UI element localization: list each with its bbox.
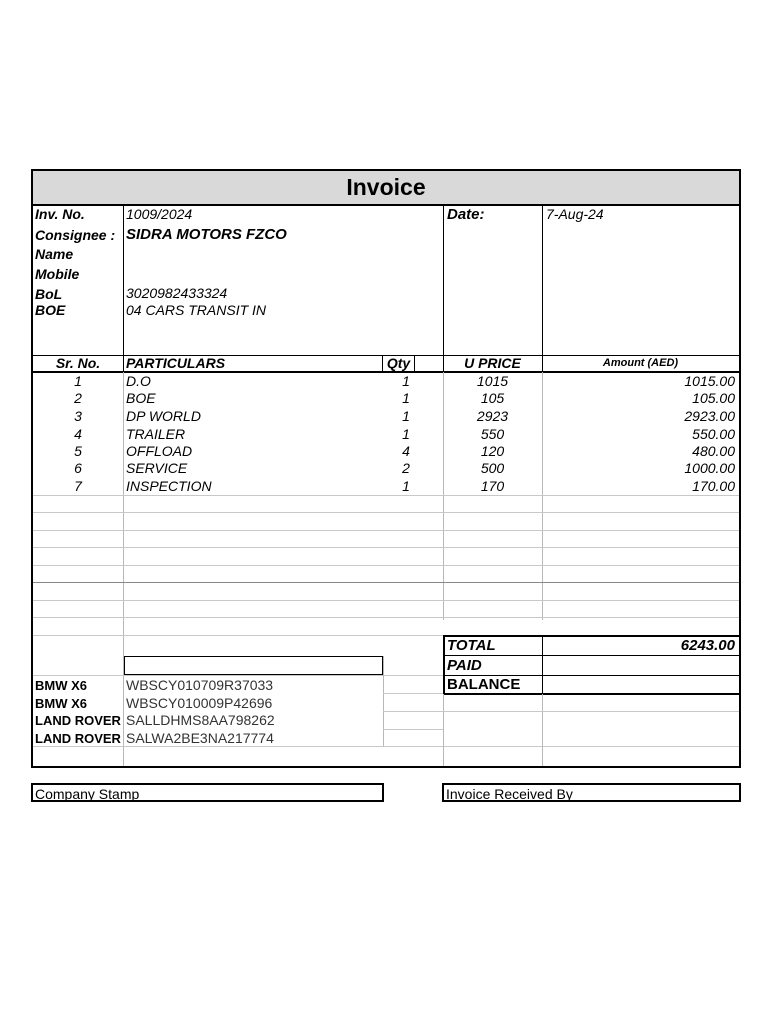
item-3-sr: 3 [74,408,82,424]
item-7-particular: INSPECTION [126,478,212,494]
item-7-sr: 7 [74,478,82,494]
total-label: TOTAL [447,637,496,654]
item-2-price: 105 [480,390,505,406]
item-2-qty: 1 [402,390,410,406]
row-rule [33,512,739,513]
paid-label: PAID [447,657,482,674]
row-rule [33,617,739,618]
row-rule [33,582,739,583]
row-rule [33,565,739,566]
vehicle-3-name: LAND ROVER [35,713,121,728]
col-line-qty-right [414,355,415,372]
mobile-label: Mobile [35,266,80,282]
item-5-sr: 5 [74,443,82,459]
vehicle-1-vin: WBSCY010709R37033 [126,677,274,693]
row-rule [33,675,443,676]
item-5-amount: 480.00 [692,443,735,459]
blank-input-box [124,656,383,675]
vehicle-3-vin: SALLDHMS8AA798262 [126,712,275,728]
vin-divider [383,656,384,746]
vehicle-4-vin: SALWA2BE3NA217774 [126,730,274,746]
col-line-qty-left [382,355,383,372]
item-6-price: 500 [480,460,505,476]
item-3-particular: DP WORLD [126,408,201,424]
item-4-sr: 4 [74,426,82,442]
row-rule [33,635,443,636]
item-4-amount: 550.00 [692,426,735,442]
name-label: Name [35,246,74,262]
item-1-particular: D.O [126,373,151,389]
vehicle-2-name: BMW X6 [35,696,87,711]
totals-divider-lower [542,694,543,766]
item-1-price: 1015 [476,373,509,389]
totals-divider [542,635,543,694]
item-3-price: 2923 [476,408,509,424]
item-4-price: 550 [480,426,505,442]
invoice-title: Invoice [33,171,739,206]
vin-rule [383,729,443,730]
item-1-qty: 1 [402,373,410,389]
item-1-sr: 1 [74,373,82,389]
item-6-particular: SERVICE [126,460,188,476]
consignee-label: Consignee : [35,227,116,243]
item-6-amount: 1000.00 [684,460,735,476]
inv-no-label: Inv. No. [35,206,85,222]
item-7-qty: 1 [402,478,410,494]
totals-rule [443,693,739,695]
col-particulars: PARTICULARS [126,355,226,371]
item-3-qty: 1 [402,408,410,424]
totals-rule [443,655,739,656]
row-rule [33,600,739,601]
col-qty: Qty [386,355,411,371]
item-1-amount: 1015.00 [684,373,735,389]
item-7-amount: 170.00 [692,478,735,494]
header-divider-mid [443,204,444,355]
date-value: 7-Aug-24 [546,206,604,222]
header-divider-right [542,204,543,355]
vehicle-4-name: LAND ROVER [35,731,121,746]
item-7-price: 170 [480,478,505,494]
header-divider-left [123,204,124,355]
col-sr-no: Sr. No. [55,355,101,371]
item-2-particular: BOE [126,390,156,406]
item-5-particular: OFFLOAD [126,443,193,459]
balance-label: BALANCE [447,676,521,693]
invoice-received-by-box: Invoice Received By [442,783,741,802]
boe-value: 04 CARS TRANSIT IN [126,302,267,318]
vin-rule [383,693,443,694]
vehicle-2-vin: WBSCY010009P42696 [126,695,273,711]
col-line-amount [542,355,543,372]
total-value: 6243.00 [680,637,735,654]
item-6-sr: 6 [74,460,82,476]
bol-value: 3020982433324 [126,285,228,301]
row-rule [33,530,739,531]
inv-no-value: 1009/2024 [126,206,193,222]
item-5-qty: 4 [402,443,410,459]
body-line-sr [123,372,124,766]
vehicle-1-name: BMW X6 [35,678,87,693]
totals-lower-rule [443,711,739,712]
date-label: Date: [447,206,485,223]
totals-divider-lower-left [443,694,444,766]
item-6-qty: 2 [402,460,410,476]
item-2-sr: 2 [74,390,82,406]
row-rule [33,746,739,747]
item-4-qty: 1 [402,426,410,442]
item-5-price: 120 [480,443,505,459]
company-stamp-box: Company Stamp [31,783,384,802]
item-3-amount: 2923.00 [684,408,735,424]
item-4-particular: TRAILER [126,426,186,442]
col-line-sr [123,355,124,372]
col-line-price [443,355,444,372]
boe-label: BOE [35,302,66,318]
consignee-value: SIDRA MOTORS FZCO [126,226,287,243]
col-u-price: U PRICE [464,355,521,371]
bol-label: BoL [35,286,63,302]
item-2-amount: 105.00 [692,390,735,406]
row-rule [33,495,739,496]
row-rule [33,547,739,548]
vin-rule [383,711,443,712]
col-amount: Amount (AED) [602,357,679,369]
